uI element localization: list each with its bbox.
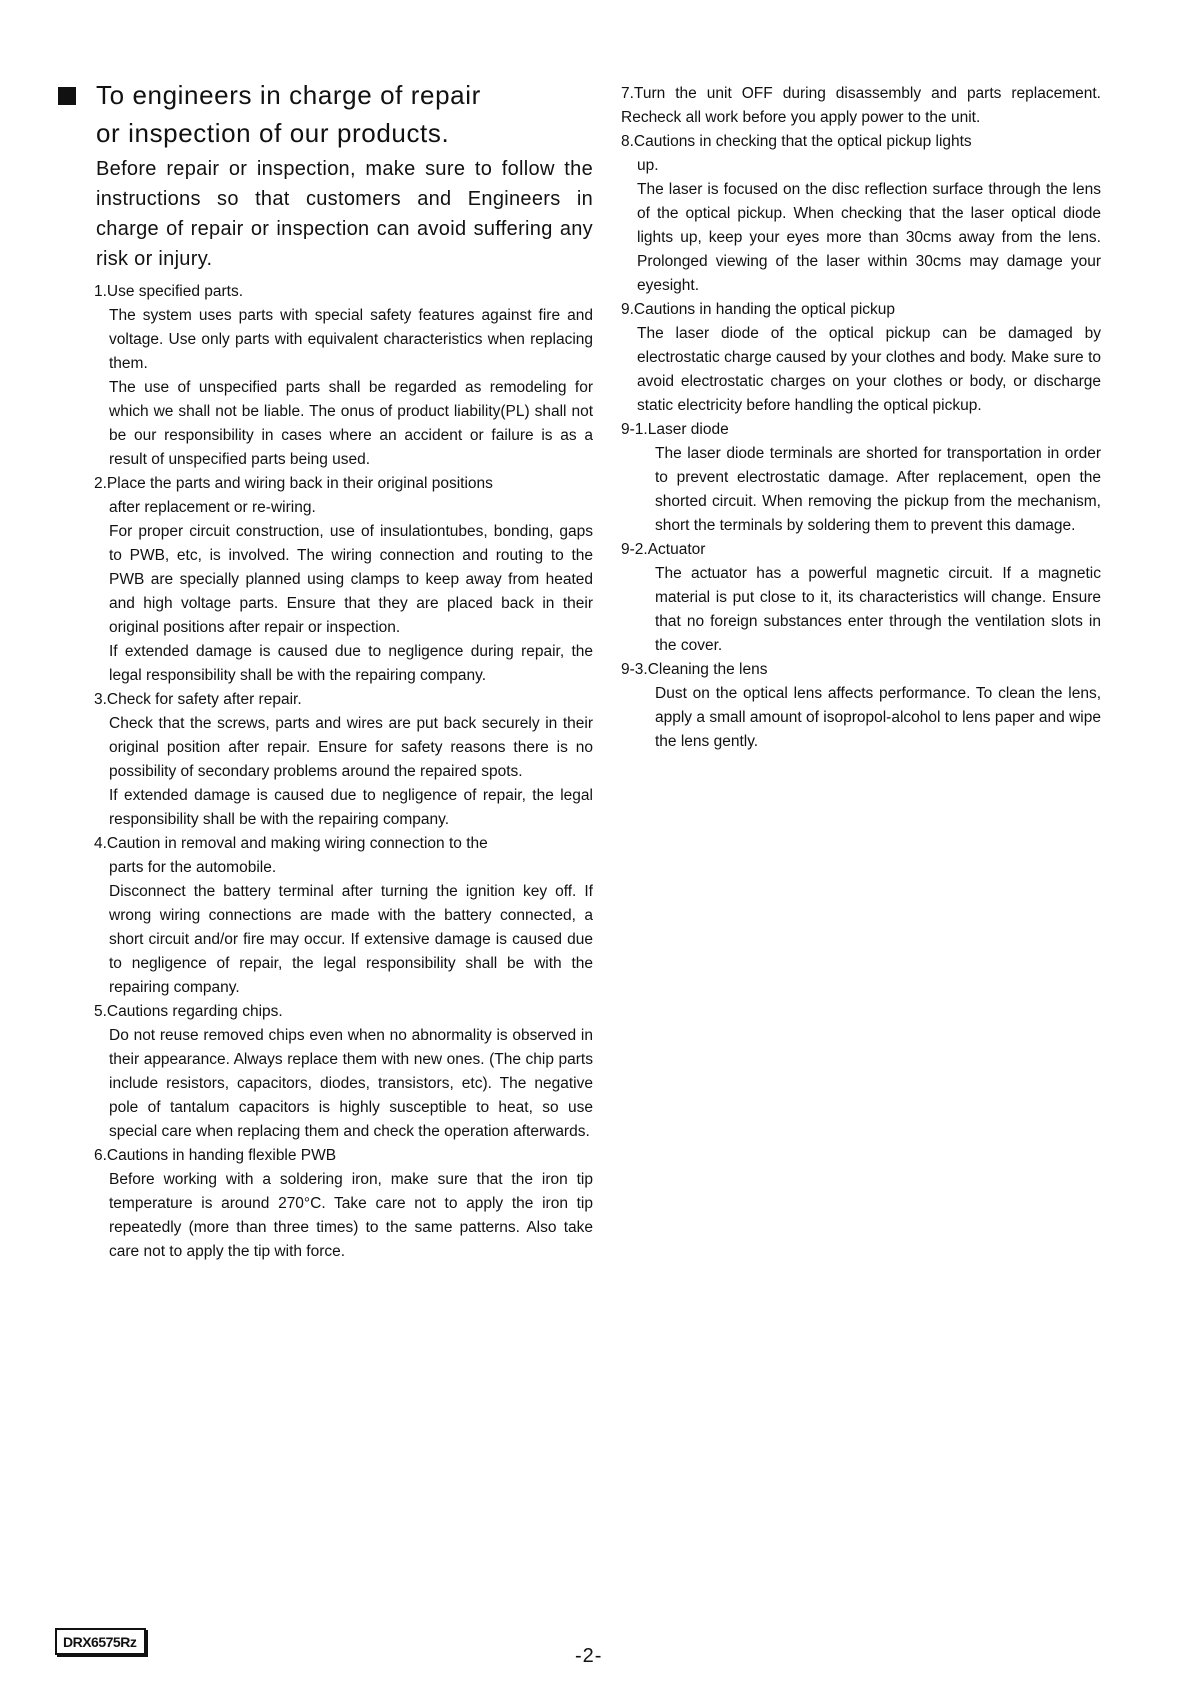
section-body: [655, 442, 1101, 538]
section-1: [58, 280, 593, 472]
section-body: [655, 562, 1101, 658]
section-body: [109, 712, 593, 832]
square-bullet-icon: [58, 87, 76, 105]
section-7: [621, 82, 1101, 130]
section-body: [109, 1024, 593, 1144]
section-body: [637, 322, 1101, 418]
section-body: [109, 496, 593, 688]
paragraph: For proper circuit construction, use of insulationtubes, bonding, gaps to PWB, etc, is involved. The wiring connection and routing to the PWB are specially planned using clamps to keep away from heated and high voltage parts. Ensure that they are placed back in their original positions after repair or inspection.: [109, 523, 593, 636]
paragraph: The laser diode of the optical pickup can be damaged by electrostatic charge caused by your clothes and body. Make sure to avoid electrostatic charges on your clothes or body, or discharge static electricity before handling the optical pickup.: [637, 325, 1101, 414]
section-body: [655, 682, 1101, 754]
heading-line-1: To engineers in charge of repair: [96, 80, 481, 110]
heading-line-2: or inspection of our products.: [96, 118, 450, 148]
paragraph: The system uses parts with special safety features against fire and voltage. Use only parts with equivalent characteristics when replacing them.: [109, 307, 593, 372]
section-3: [58, 688, 593, 832]
section-title: 9-2.Actuator: [621, 541, 706, 558]
section-title: 4.Caution in removal and making wiring connection to the: [94, 835, 488, 852]
section-title: 9-1.Laser diode: [621, 421, 729, 438]
section-6: [58, 1144, 593, 1264]
paragraph: Do not reuse removed chips even when no abnormality is observed in their appearance. Always replace them with new ones. (The chip parts include resistors, capacitors, diodes, transistors, etc). The negative pole of tantalum capacitors is highly susceptible to heat, so use special care when replacing them and check the operation afterwards.: [109, 1027, 593, 1140]
section-8: [621, 130, 1101, 298]
section-heading: [58, 76, 593, 152]
paragraph: The laser diode terminals are shorted for transportation in order to prevent electrostatic damage. After replacement, open the shorted circuit. When removing the pickup from the mechanism, short the terminals by soldering them to prevent this damage.: [655, 445, 1101, 534]
paragraph: after replacement or re-wiring.: [109, 499, 316, 516]
section-5: [58, 1000, 593, 1144]
paragraph: Check that the screws, parts and wires are put back securely in their original position after repair. Ensure for safety reasons there is no possibility of secondary problems around the repaired spots.: [109, 715, 593, 780]
section-9-3: [621, 658, 1101, 754]
section-body: [637, 154, 1101, 298]
paragraph: The laser is focused on the disc reflection surface through the lens of the optical pickup. When checking that the laser optical diode lights up, keep your eyes more than 30cms away from the lens. Prolonged viewing of the laser within 30cms may damage your eyesight.: [637, 181, 1101, 294]
section-title: 3.Check for safety after repair.: [94, 691, 302, 708]
left-column: [58, 76, 593, 1264]
section-title: 6.Cautions in handing flexible PWB: [94, 1147, 337, 1164]
right-column: [621, 82, 1101, 754]
paragraph: Disconnect the battery terminal after turning the ignition key off. If wrong wiring connections are made with the battery connected, a short circuit and/or fire may occur. If extensive damage is caused due to negligence of repair, the legal responsibility shall be with the repairing company.: [109, 883, 593, 996]
section-body: [109, 856, 593, 1000]
section-title: 1.Use specified parts.: [94, 283, 244, 300]
paragraph: up.: [637, 157, 659, 174]
model-number-box: DRX6575Rz: [55, 1628, 146, 1655]
paragraph: If extended damage is caused due to negligence during repair, the legal responsibility shall be with the repairing company.: [109, 643, 593, 684]
section-title: 9.Cautions in handing the optical pickup: [621, 301, 896, 318]
section-title: 8.Cautions in checking that the optical pickup lights: [621, 133, 972, 150]
left-sections: [58, 280, 593, 1264]
paragraph: The use of unspecified parts shall be regarded as remodeling for which we shall not be liable. The onus of product liability(PL) shall not be our responsibility in cases where an accident or failure is as a result of unspecified parts being used.: [109, 379, 593, 468]
section-2: [58, 472, 593, 688]
paragraph: 7.Turn the unit OFF during disassembly and parts replacement. Recheck all work before you apply power to the unit.: [621, 85, 1101, 126]
section-body: [109, 304, 593, 472]
section-body: [109, 1168, 593, 1264]
section-9-2: [621, 538, 1101, 658]
page-number: -2-: [575, 1645, 603, 1667]
section-9-1: [621, 418, 1101, 538]
paragraph: If extended damage is caused due to negligence of repair, the legal responsibility shall be with the repairing company.: [109, 787, 593, 828]
paragraph: The actuator has a powerful magnetic circuit. If a magnetic material is put close to it, its characteristics will change. Ensure that no foreign substances enter through the ventilation slots in the cover.: [655, 565, 1101, 654]
section-title: 5.Cautions regarding chips.: [94, 1003, 283, 1020]
paragraph: Before working with a soldering iron, make sure that the iron tip temperature is around 270°C. Take care not to apply the iron tip repeatedly (more than three times) to the same patterns. Also take care not to apply the tip with force.: [109, 1171, 593, 1260]
paragraph: Dust on the optical lens affects performance. To clean the lens, apply a small amount of isopropol-alcohol to lens paper and wipe the lens gently.: [655, 685, 1101, 750]
heading-text: [96, 76, 481, 152]
section-9: [621, 298, 1101, 418]
section-4: [58, 832, 593, 1000]
section-title: 9-3.Cleaning the lens: [621, 661, 768, 678]
section-title: 2.Place the parts and wiring back in their original positions: [94, 475, 493, 492]
paragraph: parts for the automobile.: [109, 859, 277, 876]
intro-paragraph: Before repair or inspection, make sure to follow the instructions so that customers and Engineers in charge of repair or inspection can avoid suffering any risk or injury.: [96, 158, 593, 270]
